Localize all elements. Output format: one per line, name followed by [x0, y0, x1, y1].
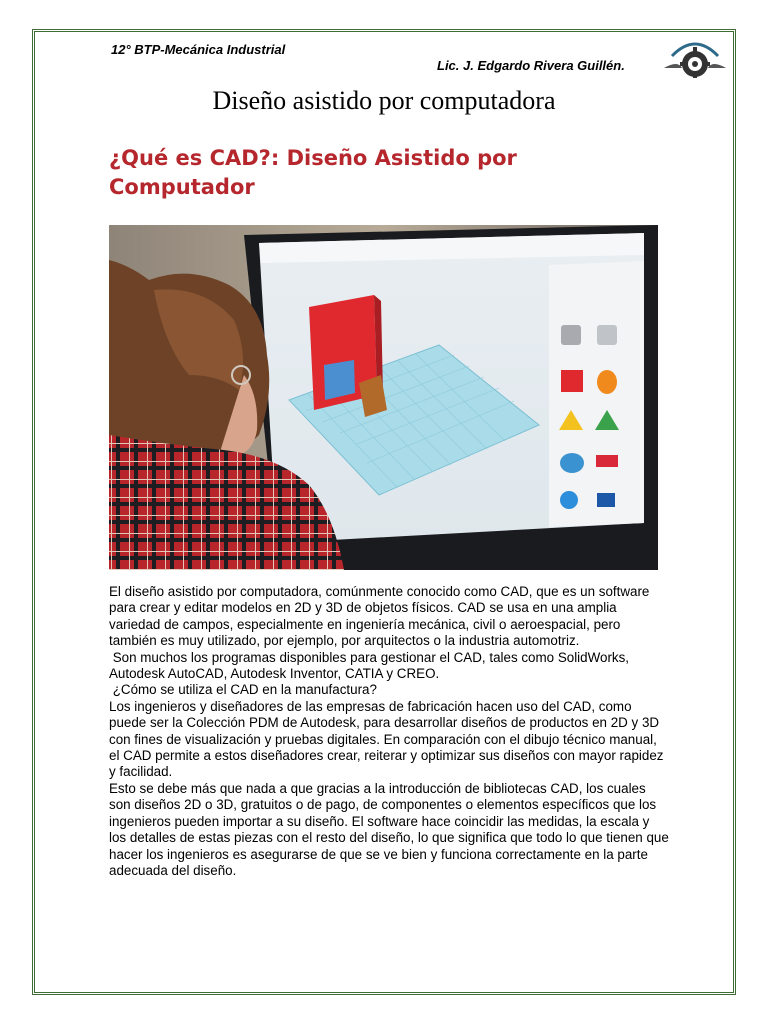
paragraph-4: Los ingenieros y diseñadores de las empresas de fabricación hacen uso del CAD, como puede ser la Colección PDM de Autodesk, para desarrollar diseños de productos en 2D y 3D con fines de visualización y pruebas digitales. En comparación con el dibujo técnico manual, el CAD permite a estos diseñadores crear, reiterar y optimizar sus diseños con mayor rapidez y facilidad. — [109, 698, 668, 780]
school-logo-icon — [660, 38, 730, 78]
document-title: Diseño asistido por computadora — [212, 86, 556, 115]
paragraph-3: ¿Cómo se utiliza el CAD en la manufactura? — [109, 682, 377, 698]
paragraph-1: El diseño asistido por computadora, comúnmente conocido como CAD, que es un software para crear y editar modelos en 2D y 3D de objetos físicos. CAD se usa en una amplia variedad de campos, especialmente en ingeniería mecánica, civil o aeroespacial, pero también es muy utilizado, por ejemplo, por arquitectos o la industria automotriz. — [109, 584, 654, 649]
person-using-cad-image — [109, 225, 658, 570]
author-label: Lic. J. Edgardo Rivera Guillén. — [437, 58, 625, 73]
paragraph-5: Esto se debe más que nada a que gracias a la introducción de bibliotecas CAD, los cuales son diseños 2D o 3D, gratuitos o de pago, de componentes o elementos específicos que los ingenieros pueden importar a su diseño. El software hace coincidir las medidas, la escala y los detalles de estas piezas con el resto del diseño, lo que significa que todo lo que tienen que hacer los ingenieros es asegurarse de que se ve bien y funciona correctamente en la parte adecuada del diseño. — [109, 780, 673, 878]
course-label: 12° BTP-Mecánica Industrial — [111, 42, 286, 57]
paragraph-2: Son muchos los programas disponibles para gestionar el CAD, tales como SolidWorks, Autodesk AutoCAD, Autodesk Inventor, CATIA y CREO. — [109, 649, 632, 682]
body-text — [109, 584, 673, 879]
section-heading: ¿Qué es CAD?: Diseño Asistido por Computador — [109, 146, 517, 199]
